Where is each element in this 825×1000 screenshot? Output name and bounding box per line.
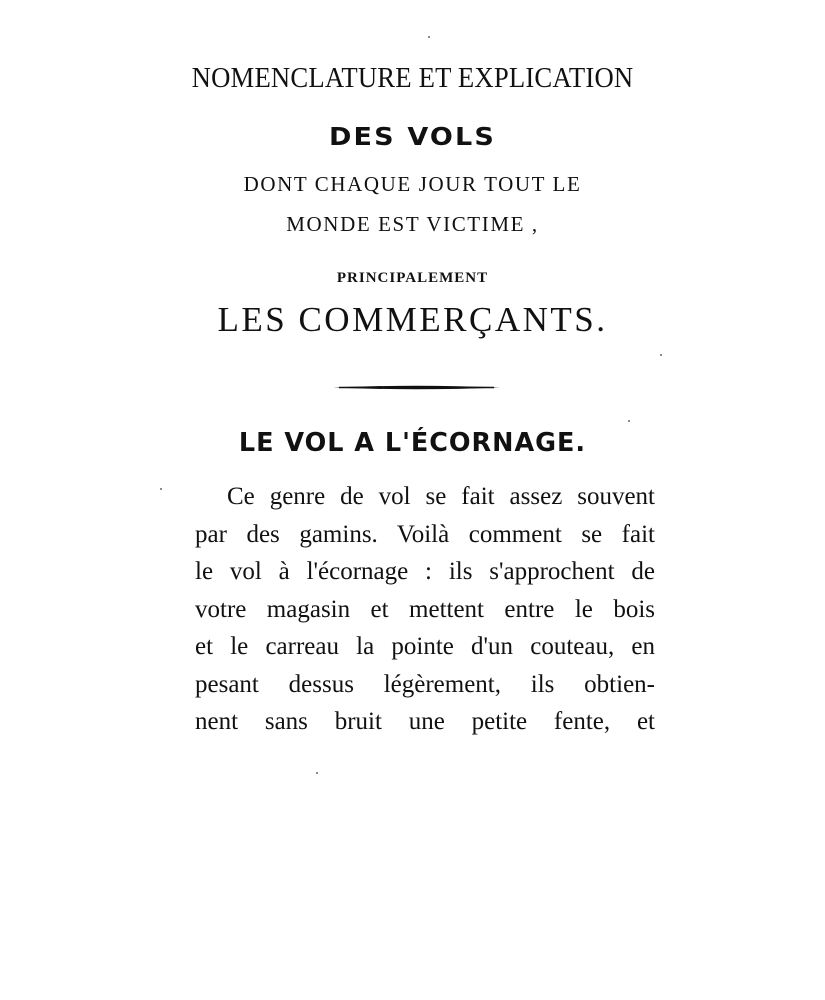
title-line-2: DES VOLS: [328, 122, 496, 151]
print-speck: [428, 36, 430, 38]
title-line-4: MONDE EST VICTIME ,: [286, 212, 539, 236]
body-line: et le carreau la pointe d'un couteau, en: [195, 633, 655, 660]
title-line-6: LES COMMERÇANTS.: [217, 300, 608, 339]
body-paragraph: [195, 478, 655, 741]
print-speck: [160, 488, 162, 490]
print-speck: [628, 420, 630, 422]
body-line: pesant dessus légèrement, ils obtien-: [195, 670, 655, 698]
body-line: par des gamins. Voilà comment se fait: [195, 520, 655, 548]
title-line-5: PRINCIPALEMENT: [336, 270, 489, 286]
body-line: nent sans bruit une petite fente, et: [195, 708, 655, 735]
title-line-1: NOMENCLATURE ET EXPLICATION: [191, 62, 634, 94]
body-line: le vol à l'écornage : ils s'approchent de: [195, 558, 655, 585]
print-speck: [660, 354, 662, 356]
title-line-3: DONT CHAQUE JOUR TOUT LE: [243, 172, 582, 196]
body-line: votre magasin et mettent entre le bois: [195, 595, 655, 623]
decorative-rule: [333, 384, 500, 391]
print-speck: [316, 772, 318, 774]
body-line: Ce genre de vol se fait assez souvent: [227, 483, 655, 510]
section-heading: LE VOL A L'ÉCORNAGE.: [238, 428, 587, 458]
